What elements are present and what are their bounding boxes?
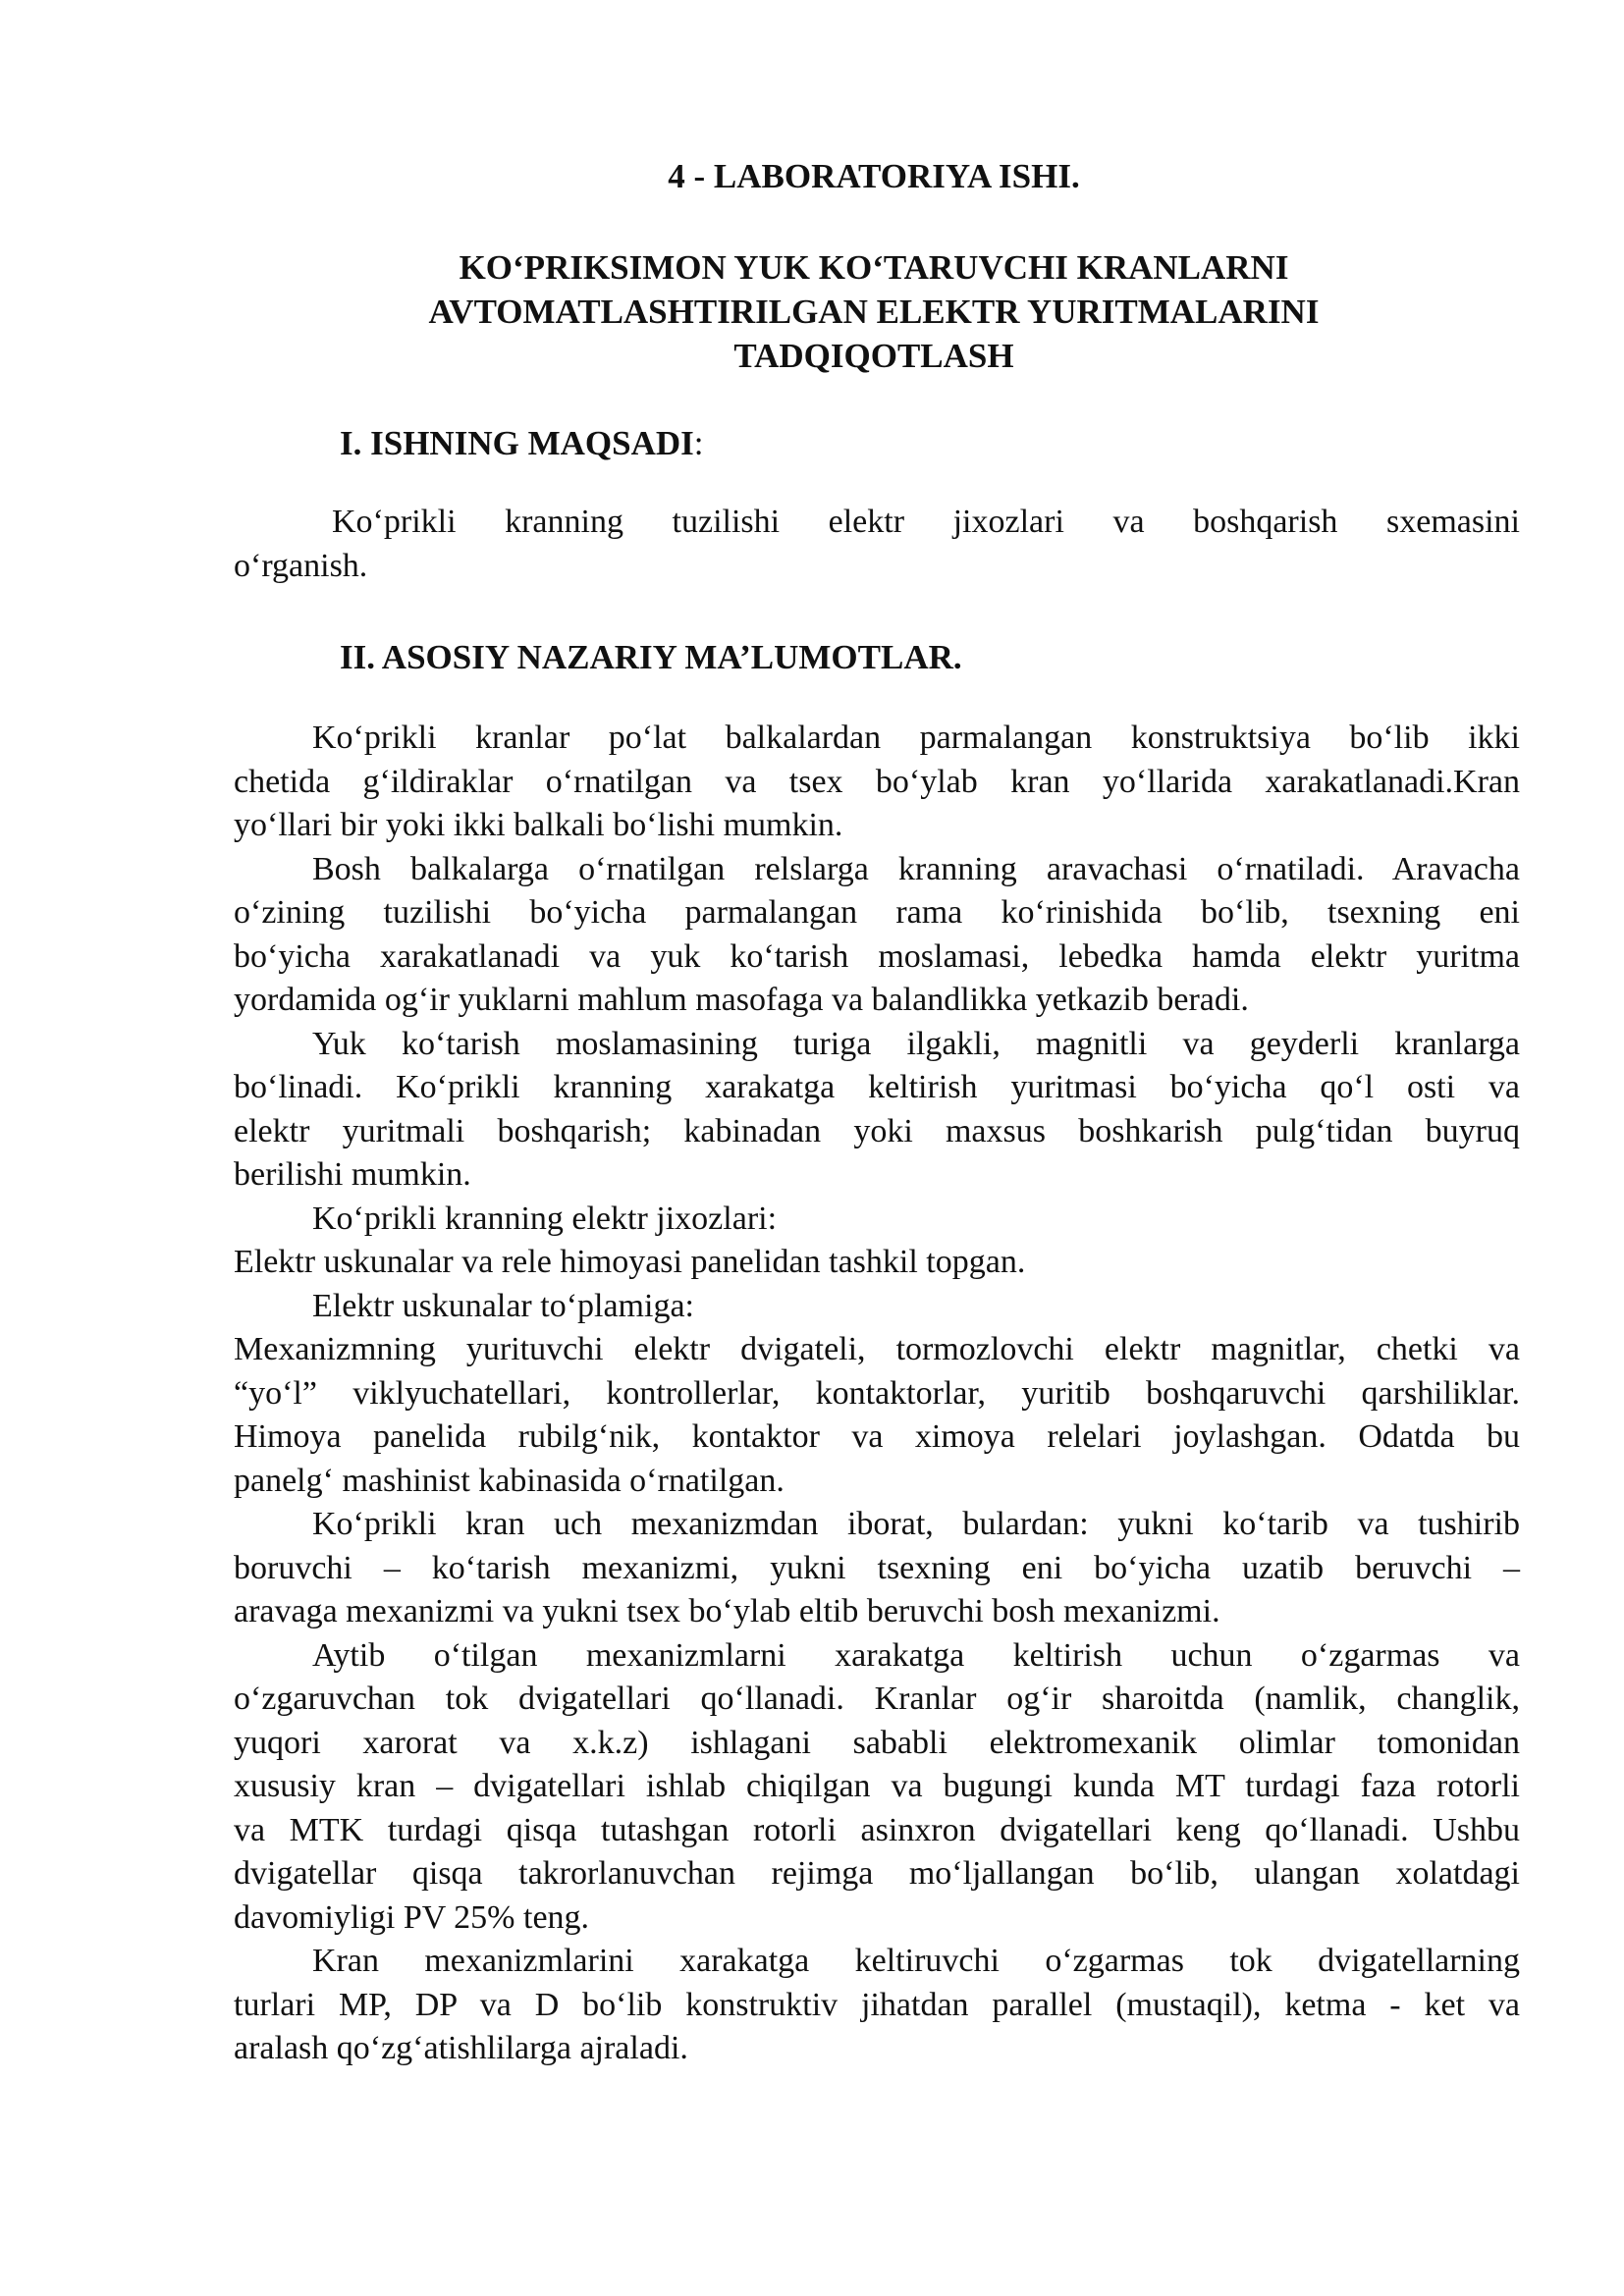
section-heading-goal bbox=[340, 422, 703, 465]
text-line: o‘zining tuzilishi bo‘yicha parmalangan rama ko‘rinishida bo‘lib, tsexning eni bbox=[234, 894, 1520, 931]
text-line: Yuk ko‘tarish moslamasining turiga ilgakli, magnitli va geyderli kranlarga bbox=[312, 1025, 1520, 1062]
text-line: o‘rganish. bbox=[234, 547, 368, 584]
text-line: yordamida og‘ir yuklarni mahlum masofaga va balandlikka yetkazib beradi. bbox=[234, 982, 1249, 1018]
text-line: elektr yuritmali boshqarish; kabinadan yoki maxsus boshkarish pulg‘tidan buyruq bbox=[234, 1112, 1520, 1149]
text-line: Ko‘prikli kranlar po‘lat balkalardan parmalangan konstruktsiya bo‘lib ikki bbox=[312, 720, 1520, 756]
text-line: o‘zgaruvchan tok dvigatellari qo‘llanadi. Kranlar og‘ir sharoitda (namlik, changlik, bbox=[234, 1681, 1520, 1717]
text-line: bo‘linadi. Ko‘prikli kranning xarakatga keltirish yuritmasi bo‘yicha qo‘l osti va bbox=[234, 1069, 1520, 1105]
text-line: Ko‘prikli kranning tuzilishi elektr jixozlari va boshqarish sxemasini bbox=[332, 504, 1520, 540]
main-title bbox=[0, 245, 1624, 378]
text-line: panelg‘ mashinist kabinasida o‘rnatilgan. bbox=[234, 1462, 785, 1499]
main-title-line: KO‘PRIKSIMON YUK KO‘TARUVCHI KRANLARNI bbox=[459, 248, 1289, 287]
main-title-line: AVTOMATLASHTIRILGAN ELEKTR YURITMALARINI bbox=[428, 293, 1320, 331]
text-line: dvigatellar qisqa takrorlanuvchan rejimga mo‘ljallangan bo‘lib, ulangan xolatdagi bbox=[234, 1855, 1520, 1892]
text-line: aralash qo‘zg‘atishlilarga ajraladi. bbox=[234, 2030, 688, 2066]
text-line: va MTK turdagi qisqa tutashgan rotorli asinxron dvigatellari keng qo‘llanadi. Ushbu bbox=[234, 1811, 1520, 1848]
text-line: Elektr uskunalar va rele himoyasi panelidan tashkil topgan. bbox=[234, 1244, 1026, 1280]
main-title-line: TADQIQOTLASH bbox=[733, 337, 1014, 375]
text-line: aravaga mexanizmi va yukni tsex bo‘ylab eltib beruvchi bosh mexanizmi. bbox=[234, 1593, 1220, 1629]
text-line: davomiyligi PV 25% teng. bbox=[234, 1898, 590, 1936]
text-line: “yo‘l” viklyuchatellari, kontrollerlar, kontaktorlar, yuritib boshqaruvchi qarshiliklar. bbox=[234, 1374, 1520, 1412]
text-line: boruvchi – ko‘tarish mexanizmi, yukni tsexning eni bo‘yicha uzatib beruvchi – bbox=[234, 1549, 1520, 1586]
text-line: Bosh balkalarga o‘rnatilgan relslarga kranning aravachasi o‘rnatiladi. Aravacha bbox=[312, 850, 1520, 887]
text-line: Aytib o‘tilgan mexanizmlarni xarakatga keltirish uchun o‘zgarmas va bbox=[312, 1636, 1520, 1674]
text-line: chetida g‘ildiraklar o‘rnatilgan va tsex bo‘ylab kran yo‘llarida xarakatlanadi.Kran bbox=[234, 763, 1520, 800]
lab-title: 4 - LABORATORIYA ISHI. bbox=[668, 157, 1080, 195]
goal-paragraph bbox=[234, 501, 1520, 588]
text-line: Ko‘prikli kranning elektr jixozlari: bbox=[312, 1200, 778, 1237]
text-line: yuqori xarorat va x.k.z) ishlagani sababli elektromexanik olimlar tomonidan bbox=[234, 1724, 1520, 1761]
text-line: yo‘llari bir yoki ikki balkali bo‘lishi mumkin. bbox=[234, 807, 843, 843]
text-line: turlari MP, DP va D bo‘lib konstruktiv jihatdan parallel (mustaqil), ketma - ket va bbox=[234, 1986, 1520, 2023]
text-line: Kran mexanizmlarini xarakatga keltiruvchi o‘zgarmas tok dvigatellarning bbox=[312, 1943, 1520, 1979]
text-line: berilishi mumkin. bbox=[234, 1156, 471, 1193]
text-line: Ko‘prikli kran uch mexanizmdan iborat, bulardan: yukni ko‘tarib va tushirib bbox=[312, 1506, 1520, 1542]
section-heading-goal-text: I. ISHNING MAQSADI bbox=[340, 424, 694, 462]
text-line: bo‘yicha xarakatlanadi va yuk ko‘tarish moslamasi, lebedka hamda elektr yuritma bbox=[234, 937, 1520, 975]
section-heading-theory: II. ASOSIY NAZARIY MA’LUMOTLAR. bbox=[340, 638, 962, 676]
text-line: Himoya panelida rubilg‘nik, kontaktor va ximoya relelari joylashgan. Odatda bu bbox=[234, 1418, 1520, 1455]
text-line: Elektr uskunalar to‘plamiga: bbox=[312, 1287, 694, 1324]
section-heading-colon: : bbox=[693, 424, 704, 462]
text-line: Mexanizmning yurituvchi elektr dvigateli, tormozlovchi elektr magnitlar, chetki va bbox=[234, 1331, 1520, 1367]
theory-body bbox=[234, 717, 1520, 2071]
text-line: xususiy kran – dvigatellari ishlab chiqilgan va bugungi kunda MT turdagi faza rotorli bbox=[234, 1768, 1520, 1804]
